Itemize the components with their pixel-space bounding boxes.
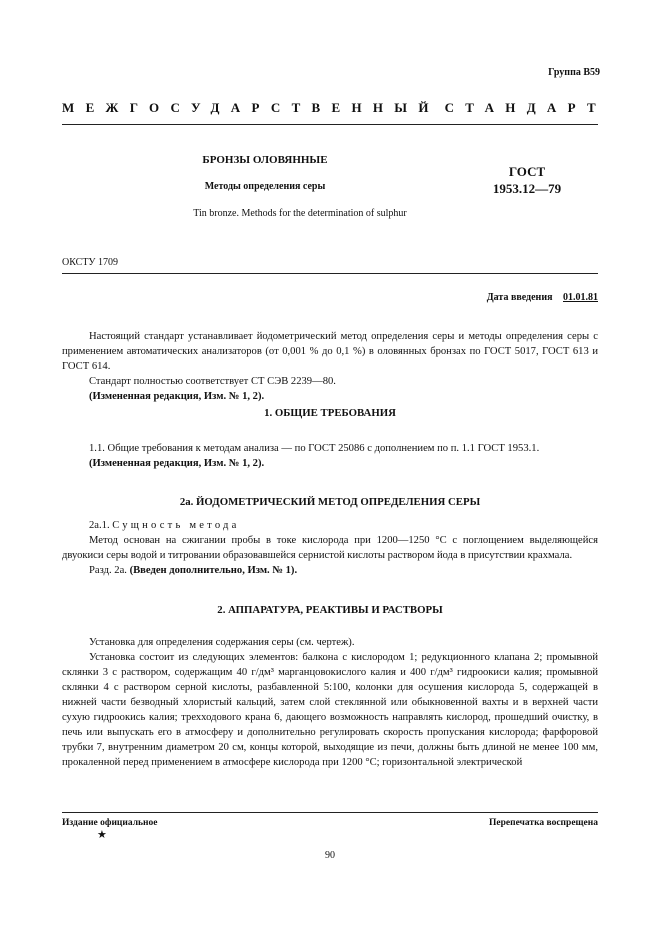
section-2-body [62,635,598,770]
okstu-rule [62,273,598,274]
section-2-heading: 2. АППАРАТУРА, РЕАКТИВЫ И РАСТВОРЫ [217,604,443,616]
footer-rule [62,812,598,813]
intro-amendment: (Измененная редакция, Изм. № 1, 2). [89,391,265,402]
introduction-date [380,292,598,303]
section-2-apparatus: Установка состоит из следующих элементов: балкона с кислородом 1; редукционного клапана 2; промывной склянки 3 с раствором, содержащим 40 г/дм³ марганцовокислого калия и 400 г/дм³ гидроокиси калия; промывной склянки 4 с раствором серной кислоты, разбавленной 5:100, колонки для осушения кислорода 5, содержащей в нижней части безводный хлористый кальций, затем слой стеклянной или обыкновенной вахты и в верхней части сухую гидроокись калия; трехходового крана 6, дающего возможность направлять кислород, прошедший очистку, в печь или выпускать его в атмосферу и дополнительно регулировать скорость пропускания кислорода; фарфоровой трубки 7, внутренним диаметром 20 см, концы которой, выходящие из печи, должны быть длиной не менее 100 мм, прокаленной перед применением в атмосфере кислорода при 1200 °С; горизонтальной электрической [62,652,598,768]
header-rule [62,124,598,125]
intro-paragraph: Настоящий стандарт устанавливает йодометрический метод определения серы и методы определения серы с применением автоматических анализаторов (от 0,001 % до 0,1 %) в оловянных бронзах по ГОСТ 5017, ГОСТ 613 и ГОСТ 614. [62,331,598,372]
star-icon: ★ [97,829,107,841]
document-title: БРОНЗЫ ОЛОВЯННЫЕ [202,154,328,166]
section-2a-note [62,563,598,578]
intro-date-value: 01.01.81 [563,292,598,303]
clause-number: 2а.1. [89,520,110,531]
gost-number: 1953.12—79 [492,181,562,196]
document-subtitle: Методы определения серы [204,181,326,192]
section-2a-amendment: (Введен дополнительно, Изм. № 1). [129,565,298,576]
gost-block [462,163,592,197]
reprint-notice: Перепечатка воспрещена [488,818,598,828]
section-2a-principle: Метод основан на сжигании пробы в токе кислорода при 1200—1250 °С с поглощением выделяющейся двуокиси серы водой и титровании образовавшейся сернистой кислоты раствором йода в присутствии крахмала. [62,535,598,561]
section-2a-body [62,518,598,578]
section-1-heading: 1. ОБЩИЕ ТРЕБОВАНИЯ [264,407,396,419]
intro-compliance: Стандарт полностью соответствует СТ СЭВ 2239—80. [89,376,336,387]
section-2-intro: Установка для определения содержания серы (см. чертеж). [89,637,355,648]
page-number: 90 [325,850,335,861]
section-2a-clause-title [62,518,598,533]
banner-left-word: МЕЖГОСУДАРСТВЕННЫЙ [62,100,440,115]
banner-right-word: СТАНДАРТ [444,100,607,115]
official-edition: Издание официальное [62,818,158,828]
group-code: Группа В59 [548,67,600,78]
section-1-amendment: (Измененная редакция, Изм. № 1, 2). [89,458,265,469]
intro-block [62,329,598,404]
standard-banner [62,100,607,118]
english-title: Tin bronze. Methods for the determination of sulphur [193,208,407,219]
section-1-clause: 1.1. Общие требования к методам анализа — по ГОСТ 25086 с дополнением по п. 1.1 ГОСТ 1953.1. [89,443,540,454]
clause-title: Сущность метода [112,520,240,531]
section-2a-heading: 2а. ЙОДОМЕТРИЧЕСКИЙ МЕТОД ОПРЕДЕЛЕНИЯ СЕРЫ [179,496,481,508]
okstu-code: ОКСТУ 1709 [62,257,119,268]
section-2a-ref: Разд. 2а. [89,565,127,576]
section-1-body [62,441,598,471]
gost-label: ГОСТ [508,164,546,179]
intro-date-label: Дата введения [486,292,553,303]
